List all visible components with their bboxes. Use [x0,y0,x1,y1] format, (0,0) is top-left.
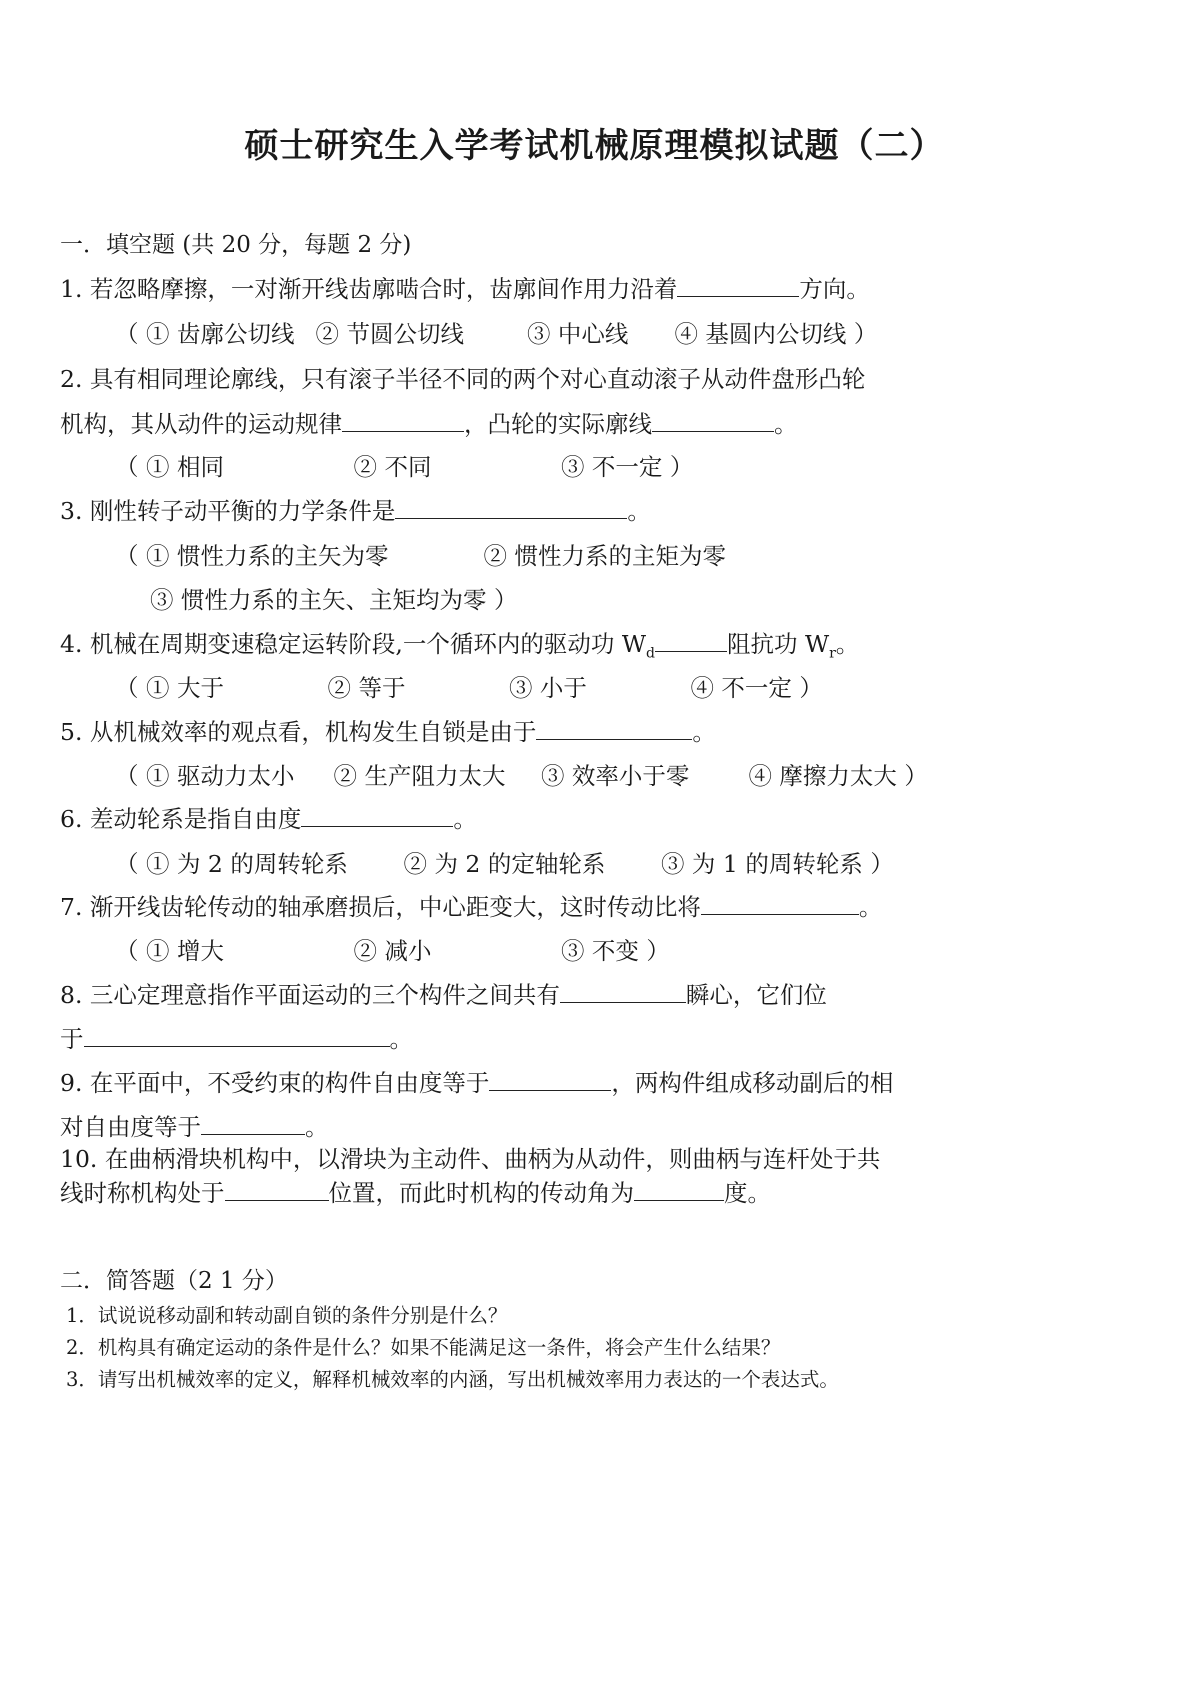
option: ③ 中心线 [526,320,629,348]
short-answer-item: 3．请写出机械效率的定义，解释机械效率的内涵，写出机械效率用力表达的一个表达式。 [66,1368,839,1391]
section-1-heading: 一．填空题 (共 20 分，每题 2 分) [60,232,412,258]
question-6: 6. 差动轮系是指自由度 。 [60,805,477,833]
answer-blank [560,980,686,1003]
option: ④ 摩擦力太大 [748,762,897,790]
short-answer-item: 2．机构具有确定运动的条件是什么？如果不能满足这一条件，将会产生什么结果？ [66,1336,781,1359]
option: ① 为 2 的周转轮系 [145,850,348,878]
question-1-options: （ ① 齿廓公切线 ② 节圆公切线 ③ 中心线 ④ 基圆内公切线 ） [115,315,877,349]
question-2: 2. 具有相同理论廓线，只有滚子半径不同的两个对心直动滚子从动件盘形凸轮 [60,365,866,393]
option: ④ 基圆内公切线 [674,320,847,348]
option: ② 为 2 的定轴轮系 [403,850,606,878]
option: ① 驱动力太小 [145,762,295,790]
question-3-options: （ ① 惯性力系的主矢为零 ② 惯性力系的主矩为零 [115,537,726,571]
page-title: 硕士研究生入学考试机械原理模拟试题（二） [244,126,945,166]
question-6-options: （ ① 为 2 的周转轮系 ② 为 2 的定轴轮系 ③ 为 1 的周转轮系 ） [115,845,894,879]
option: ① 惯性力系的主矢为零 [145,542,389,570]
answer-blank [84,1024,390,1047]
question-3-options-cont: ③ 惯性力系的主矢、主矩均为零 ） [150,581,517,615]
question-5-options: （ ① 驱动力太小 ② 生产阻力太大 ③ 效率小于零 ④ 摩擦力太大 ） [115,757,928,791]
short-answer-item: 1．试说说移动副和转动副自锁的条件分别是什么？ [66,1304,508,1327]
question-2-line-2: 机构，其从动件的运动规律 ，凸轮的实际廓线 。 [60,410,798,438]
option: ② 不同 [353,453,432,481]
option: ③ 效率小于零 [540,762,690,790]
option: ③ 不一定 [560,453,663,481]
question-8-line-2: 于 。 [60,1025,413,1053]
question-2-options: （ ① 相同 ② 不同 ③ 不一定 ） [115,448,693,482]
option: ④ 不一定 [690,674,792,702]
option: ③ 小于 [508,674,587,702]
question-10: 10. 在曲柄滑块机构中，以滑块为主动件、曲柄为从动件，则曲柄与连杆处于共 [60,1145,881,1173]
answer-blank [301,804,453,827]
question-7: 7. 渐开线齿轮传动的轴承磨损后，中心距变大，这时传动比将 。 [60,893,883,921]
answer-blank [225,1178,329,1201]
answer-blank [677,274,799,297]
answer-blank [395,496,627,519]
option: ① 大于 [145,674,224,702]
option: ② 惯性力系的主矩为零 [483,542,726,570]
answer-blank [652,409,774,432]
question-7-options: （ ① 增大 ② 减小 ③ 不变 ） [115,932,670,966]
question-10-line-2: 线时称机构处于 位置，而此时机构的传动角为 度。 [60,1179,771,1207]
answer-blank [655,629,727,652]
answer-blank [536,717,692,740]
option: ③ 不变 [560,937,639,965]
option: ② 节圆公切线 [315,320,464,348]
answer-blank [342,409,464,432]
section-2-heading: 二．简答题（2 1 分） [60,1268,288,1294]
option: ① 相同 [145,453,224,481]
question-9: 9. 在平面中，不受约束的构件自由度等于 ，两构件组成移动副后的相 [60,1069,894,1097]
option: ② 生产阻力太大 [333,762,506,790]
question-3: 3. 刚性转子动平衡的力学条件是 。 [60,497,651,525]
question-5: 5. 从机械效率的观点看，机构发生自锁是由于 。 [60,718,716,746]
option: ③ 为 1 的周转轮系 [660,850,863,878]
option: ① 增大 [145,937,224,965]
question-4: 4. 机械在周期变速稳定运转阶段,一个循环内的驱动功 $W_d$ 阻抗功 $W_r$。 [60,630,860,662]
option: ① 齿廓公切线 [145,320,295,348]
question-4-options: （ ① 大于 ② 等于 ③ 小于 ④ 不一定 ） [115,669,823,703]
question-8: 8. 三心定理意指作平面运动的三个构件之间共有 瞬心，它们位 [60,981,827,1009]
question-1: 1. 若忽略摩擦，一对渐开线齿廓啮合时，齿廓间作用力沿着 方向。 [60,275,870,303]
option: ③ 惯性力系的主矢、主矩均为零 [150,586,487,614]
option: ② 减小 [353,937,432,965]
option: ② 等于 [327,674,406,702]
answer-blank [201,1112,305,1135]
question-9-line-2: 对自由度等于 。 [60,1113,329,1141]
answer-blank [489,1068,611,1091]
answer-blank [701,892,859,915]
answer-blank [634,1178,724,1201]
